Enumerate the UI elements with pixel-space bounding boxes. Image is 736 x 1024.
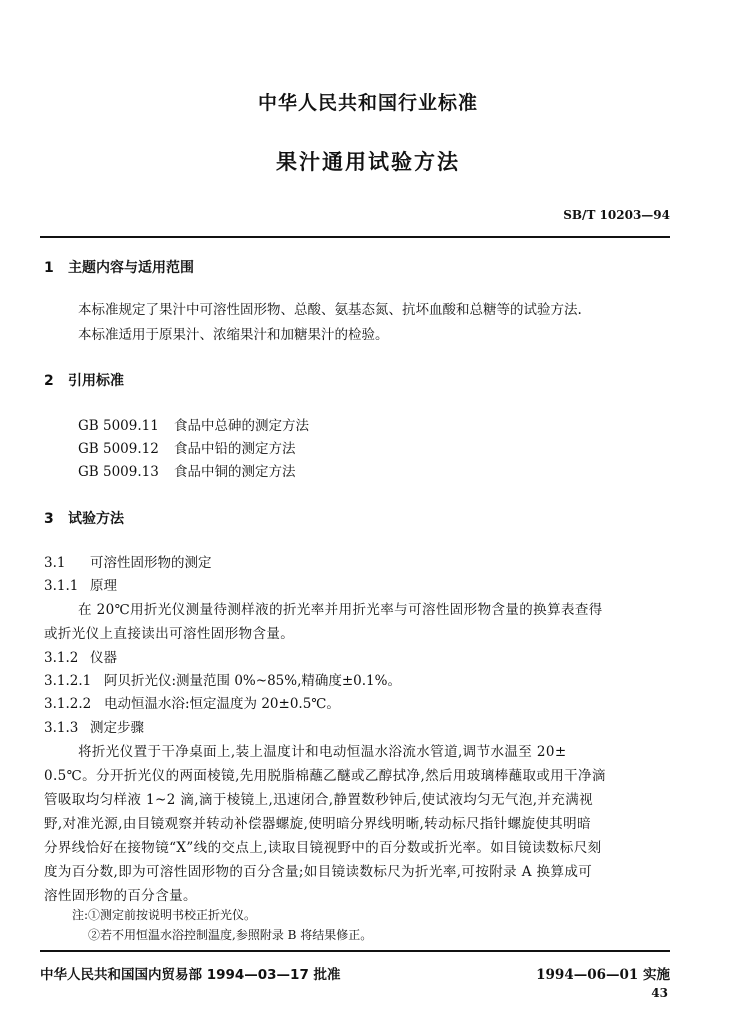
- subsection-title: 可溶性固形物的测定: [90, 555, 212, 571]
- section-title: 主题内容与适用范围: [68, 260, 194, 276]
- section-title: 试验方法: [68, 511, 124, 527]
- section-1-heading: [44, 257, 194, 277]
- subsection-number: 3.1.1: [44, 578, 79, 594]
- item-text: 阿贝折光仪:测量范围 0%~85%,精确度±0.1%。: [104, 673, 401, 689]
- note: ②若不用恒温水浴控制温度,参照附录 B 将结果修正。: [88, 928, 373, 942]
- reference-title: 食品中铅的测定方法: [174, 441, 296, 457]
- instrument-item: [44, 669, 401, 689]
- subsection-title: 测定步骤: [90, 720, 144, 736]
- reference-title: 食品中铜的测定方法: [174, 464, 296, 480]
- subsection-title: 仪器: [90, 650, 117, 666]
- body-line: 溶性固形物的百分含量。: [44, 888, 197, 904]
- reference-item: [78, 437, 296, 457]
- section-3-heading: [44, 508, 124, 528]
- section-number: 1: [44, 260, 54, 276]
- approval-line: 中华人民共和国国内贸易部 1994—03—17 批准: [40, 967, 341, 983]
- body-line: 0.5℃。分开折光仪的两面棱镜,先用脱脂棉蘸乙醚或乙醇拭净,然后用玻璃棒蘸取或用干净滴: [44, 768, 606, 784]
- section-title: 引用标准: [68, 373, 124, 389]
- effective-date: 1994—06—01 实施: [536, 967, 670, 983]
- body-line: 野,对准光源,由目镜观察并转动补偿器螺旋,使明暗分界线明晰,转动标尺指针螺旋使其明暗: [44, 816, 591, 832]
- header-divider: [40, 236, 670, 238]
- item-number: 3.1.2.2: [44, 696, 92, 712]
- section-number: 3: [44, 511, 54, 527]
- standard-code: SB/T 10203—94: [563, 208, 670, 222]
- paragraph: 本标准规定了果汁中可溶性固形物、总酸、氨基态氮、抗坏血酸和总糖等的试验方法.: [78, 302, 582, 318]
- body-line: 或折光仪上直接读出可溶性固形物含量。: [44, 626, 295, 642]
- subsection-3-1-3-heading: [44, 716, 144, 736]
- subsection-number: 3.1: [44, 555, 66, 571]
- note: 注:①测定前按说明书校正折光仪。: [72, 908, 257, 922]
- body-line: 度为百分数,即为可溶性固形物的百分含量;如目镜读数标尺为折光率,可按附录 A 换算成可: [44, 864, 593, 880]
- item-text: 电动恒温水浴:恒定温度为 20±0.5℃。: [104, 696, 340, 712]
- subsection-3-1-heading: [44, 551, 212, 571]
- instrument-item: [44, 692, 340, 712]
- section-2-heading: [44, 370, 124, 390]
- paragraph: 本标准适用于原果汁、浓缩果汁和加糖果汁的检验。: [78, 327, 389, 343]
- body-line: 管吸取均匀样液 1~2 滴,滴于棱镜上,迅速闭合,静置数秒钟后,使试液均匀无气泡,并充满视: [44, 792, 594, 808]
- body-line: 在 20℃用折光仪测量待测样液的折光率并用折光率与可溶性固形物含量的换算表查得: [78, 602, 603, 618]
- page-number: 43: [651, 986, 668, 1000]
- subsection-number: 3.1.2: [44, 650, 79, 666]
- body-line: 将折光仪置于干净桌面上,装上温度计和电动恒温水浴流水管道,调节水温至 20±: [78, 744, 567, 760]
- subsection-title: 原理: [90, 578, 117, 594]
- reference-title: 食品中总砷的测定方法: [174, 418, 309, 434]
- subsection-number: 3.1.3: [44, 720, 79, 736]
- reference-code: GB 5009.12: [78, 441, 159, 457]
- subsection-3-1-2-heading: [44, 646, 117, 666]
- reference-code: GB 5009.13: [78, 464, 159, 480]
- reference-code: GB 5009.11: [78, 418, 159, 434]
- reference-item: [78, 414, 309, 434]
- subsection-3-1-1-heading: [44, 574, 117, 594]
- body-line: 分界线恰好在接物镜“X”线的交点上,读取目镜视野中的百分数或折光率。如目镜读数标尺刻: [44, 840, 602, 856]
- section-number: 2: [44, 373, 54, 389]
- item-number: 3.1.2.1: [44, 673, 92, 689]
- footer-divider: [40, 950, 670, 952]
- standard-category-heading: 中华人民共和国行业标准: [257, 92, 478, 114]
- document-title: 果汁通用试验方法: [276, 150, 460, 174]
- reference-item: [78, 460, 296, 480]
